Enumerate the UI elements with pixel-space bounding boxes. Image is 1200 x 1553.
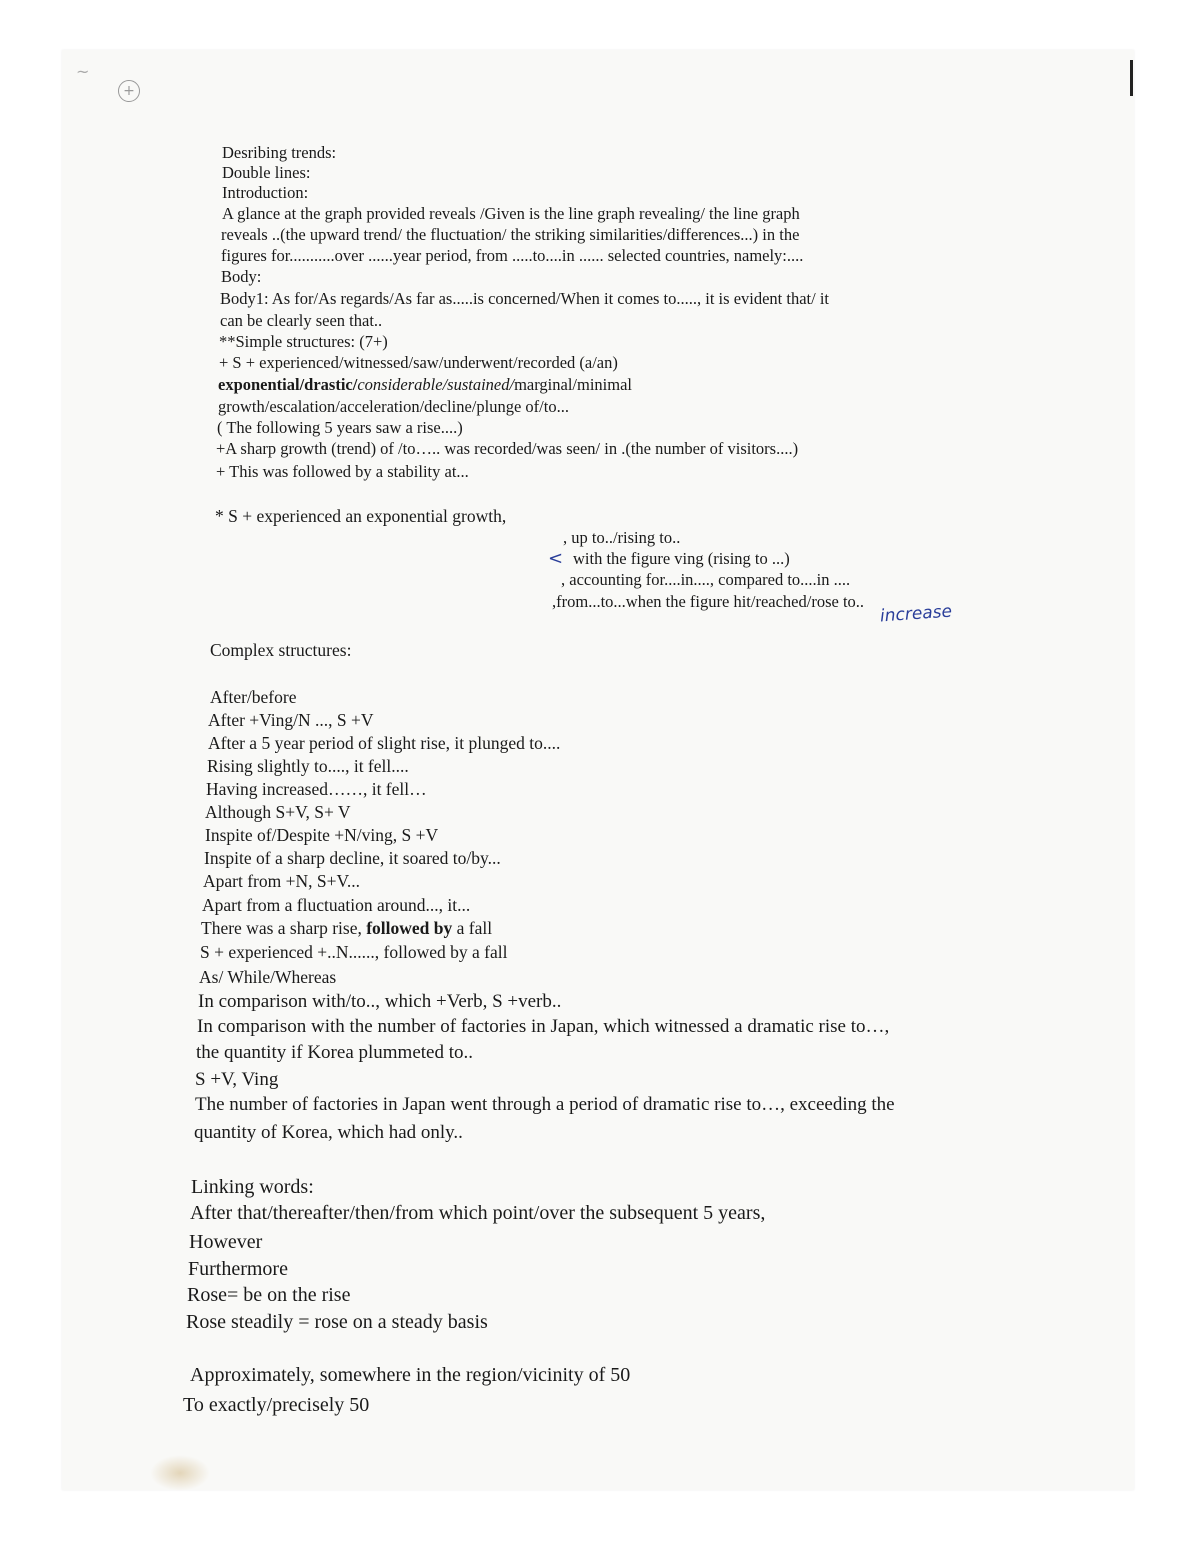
body1-line-1: Body1: As for/As regards/As far as.....is concerned/When it comes to....., it is evident that/ it [220, 289, 830, 308]
simple-line-3: growth/escalation/acceleration/decline/plunge of/to... [218, 397, 569, 416]
complex-line-6: Although S+V, S+ V [205, 802, 351, 822]
simple-structures-label: **Simple structures: (7+) [219, 332, 388, 351]
simple-line-2 [218, 375, 632, 395]
complex-line-4: Rising slightly to...., it fell.... [207, 756, 409, 776]
linking-line-3: Furthermore [188, 1258, 288, 1280]
intro-line-3: figures for...........over ......year period, from .....to....in ...... selected countries, namely:.... [221, 246, 804, 265]
exponential-option-1: , up to../rising to.. [563, 528, 681, 547]
complex-line-8: Inspite of a sharp decline, it soared to/by... [204, 848, 501, 868]
complex-line-9: Apart from +N, S+V... [203, 871, 360, 891]
complex-line-17: S +V, Ving [195, 1069, 279, 1090]
exponential-option-3: , accounting for....in...., compared to....in .... [561, 570, 851, 589]
intro-label: Introduction: [222, 183, 309, 202]
simple-line-2-italic: considerable/sustained/ [357, 375, 515, 394]
corner-scribble: ~ [76, 62, 90, 81]
complex-line-13: As/ While/Whereas [199, 967, 337, 987]
complex-line-18: The number of factories in Japan went through a period of dramatic rise to…, exceeding the [195, 1094, 895, 1115]
simple-line-4: ( The following 5 years saw a rise....) [217, 418, 463, 437]
complex-line-15: In comparison with the number of factories in Japan, which witnessed a dramatic rise to…, [197, 1016, 890, 1037]
simple-line-2-rest: marginal/minimal [514, 375, 633, 394]
complex-line-11 [201, 918, 492, 939]
complex-line-12: S + experienced +..N......, followed by a fall [200, 942, 508, 962]
complex-line-5: Having increased……, it fell… [206, 779, 427, 799]
page-edge-mark [1130, 60, 1133, 96]
handwritten-note: increase [879, 601, 953, 627]
linking-line-5: Rose steadily = rose on a steady basis [186, 1311, 488, 1333]
complex-line-11-post: a fall [452, 918, 493, 938]
simple-line-5: +A sharp growth (trend) of /to….. was recorded/was seen/ in .(the number of visitors....) [216, 439, 799, 458]
subheading: Double lines: [222, 163, 311, 182]
paper-stain [150, 1455, 210, 1491]
complex-line-1: After/before [210, 687, 297, 707]
complex-line-10: Apart from a fluctuation around..., it... [202, 895, 471, 915]
complex-line-19: quantity of Korea, which had only.. [194, 1122, 463, 1143]
bracket-mark-icon: < [548, 548, 564, 569]
complex-line-7: Inspite of/Despite +N/ving, S +V [205, 825, 439, 845]
simple-line-6: + This was followed by a stability at... [216, 462, 469, 481]
exponential-line: * S + experienced an exponential growth, [215, 506, 507, 526]
intro-line-1: A glance at the graph provided reveals /Given is the line graph revealing/ the line graph [222, 204, 800, 223]
linking-line-4: Rose= be on the rise [187, 1284, 351, 1306]
body-label: Body: [221, 267, 262, 286]
corner-circle-mark: + [118, 80, 140, 102]
body1-line-2: can be clearly seen that.. [220, 311, 383, 330]
simple-line-1: + S + experienced/witnessed/saw/underwent/recorded (a/an) [219, 353, 618, 372]
approx-line-2: To exactly/precisely 50 [183, 1394, 370, 1416]
linking-words-label: Linking words: [191, 1176, 314, 1198]
exponential-option-4: ,from...to...when the figure hit/reached/rose to.. [552, 592, 865, 611]
linking-line-1: After that/thereafter/then/from which point/over the subsequent 5 years, [190, 1202, 766, 1224]
complex-structures-label: Complex structures: [210, 640, 352, 660]
linking-line-2: However [189, 1231, 263, 1253]
complex-line-2: After +Ving/N ..., S +V [208, 710, 374, 730]
complex-line-14: In comparison with/to.., which +Verb, S +verb.. [198, 991, 562, 1012]
approx-line-1: Approximately, somewhere in the region/vicinity of 50 [190, 1364, 631, 1386]
heading: Desribing trends: [222, 143, 337, 162]
complex-line-11-bold: followed by [366, 918, 453, 938]
simple-line-2-bold: exponential/drastic/ [218, 375, 358, 394]
complex-line-16: the quantity if Korea plummeted to.. [196, 1042, 474, 1063]
intro-line-2: reveals ..(the upward trend/ the fluctuation/ the striking similarities/differences...) in the [221, 225, 800, 244]
exponential-option-2: with the figure ving (rising to ...) [573, 549, 790, 568]
complex-line-11-pre: There was a sharp rise, [201, 918, 367, 938]
complex-line-3: After a 5 year period of slight rise, it plunged to.... [208, 733, 561, 753]
